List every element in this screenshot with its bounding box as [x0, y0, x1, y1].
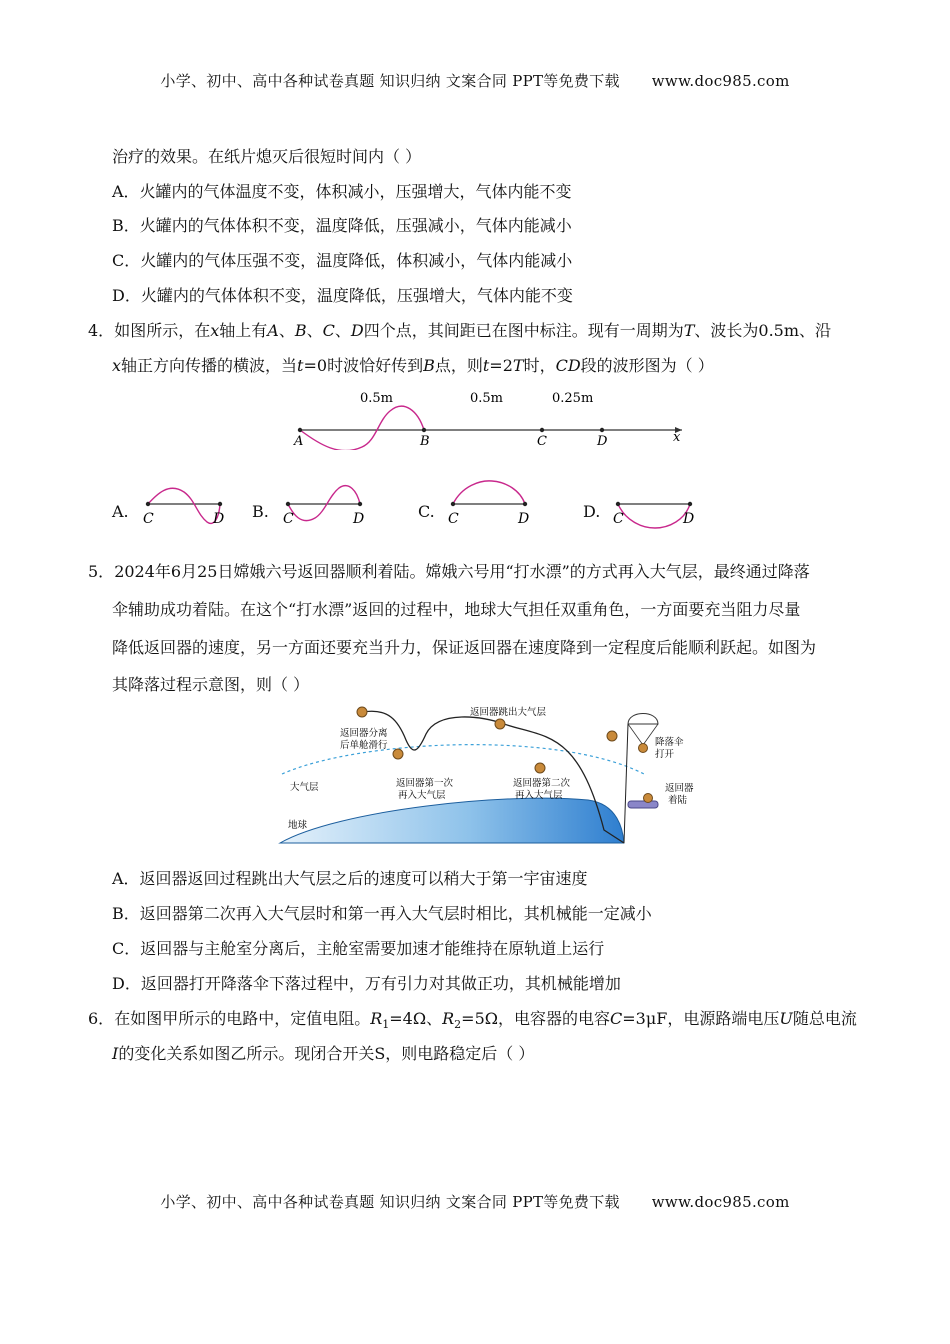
point-d-label: D: [597, 434, 608, 449]
q6-text: =5Ω，电容器的电容: [461, 1009, 611, 1028]
q6-line-1: [88, 1008, 857, 1036]
label-first-2: 再入大气层: [398, 790, 446, 801]
q4-option-a-figure: [135, 476, 235, 531]
page-footer: [0, 1191, 950, 1212]
capsule-skip: [495, 719, 505, 729]
option-b-d-label: D: [353, 511, 365, 527]
label-second-2: 再入大气层: [515, 790, 563, 801]
q6-var-i: I: [112, 1044, 119, 1063]
q4-text: 四个点，其间距已在图中标注。现有一周期为: [363, 321, 684, 340]
axis-x-label: x: [673, 430, 681, 445]
option-c-c-dot: [451, 502, 455, 506]
q5-line-3: 降低返回器的速度，另一方面还要充当升力，保证返回器在速度降到一定程度后能顺利跃起。如图为: [112, 638, 817, 657]
option-a-c-dot: [146, 502, 150, 506]
option-b-c-dot: [286, 502, 290, 506]
footer-text: 小学、初中、高中各种试卷真题 知识归纳 文案合同 PPT等免费下载: [160, 1193, 620, 1211]
q6-sub-1: 1: [382, 1018, 390, 1032]
q6-var-r1: R: [370, 1009, 383, 1028]
q4-var-x: x: [112, 356, 122, 375]
q5-line-4: 其降落过程示意图，则（ ）: [112, 675, 310, 694]
q4-line-2: [112, 355, 714, 377]
q4-text: 、: [334, 321, 351, 340]
q4-text: 时，: [523, 356, 556, 375]
option-d-c-label: C: [613, 511, 624, 527]
q6-number: 6．: [88, 1009, 115, 1028]
capsule-landed: [644, 794, 653, 803]
q6-line-2: [112, 1043, 534, 1065]
label-ab: 0.5m: [360, 391, 394, 406]
q4-wave-figure: [280, 385, 700, 450]
option-d-d-dot: [688, 502, 692, 506]
option-a-wave: [148, 488, 220, 523]
q4-number: 4．: [88, 321, 115, 340]
label-chute-1: 降落伞: [655, 737, 684, 748]
parachute-icon: [628, 714, 658, 725]
point-a-dot: [298, 428, 302, 432]
q4-option-d-letter: D.: [583, 502, 601, 521]
label-second-1: 返回器第二次: [513, 778, 571, 789]
q4-text: 、波长为0.5m、沿: [694, 321, 832, 340]
option-c-d-dot: [523, 502, 527, 506]
option-c-d-label: D: [518, 511, 530, 527]
capsule-descent: [607, 731, 617, 741]
q3-option-d: D．火罐内的气体体积不变，温度降低，压强增大，气体内能不变: [112, 286, 573, 305]
label-land-1: 返回器: [665, 783, 694, 794]
header-text: 小学、初中、高中各种试卷真题 知识归纳 文案合同 PPT等免费下载: [160, 72, 620, 90]
q4-option-c-figure: [440, 476, 540, 531]
q6-text: 在如图甲所示的电路中，定值电阻。: [114, 1009, 371, 1028]
q5-option-a: A．返回器返回过程跳出大气层之后的速度可以稍大于第一宇宙速度: [112, 869, 588, 888]
point-a-label: A: [294, 434, 304, 449]
label-cd: 0.25m: [552, 391, 594, 406]
q4-option-b-figure: [275, 476, 375, 531]
q6-text: 的变化关系如图乙所示。现闭合开关S，则电路稳定后（ ）: [118, 1044, 535, 1063]
q4-var-t: t: [482, 356, 490, 375]
option-b-wave: [288, 486, 360, 521]
label-jump: 返回器跳出大气层: [470, 707, 547, 718]
q4-var-cd: CD: [555, 356, 581, 375]
q4-text: =2: [489, 356, 513, 375]
point-b-label: B: [420, 434, 430, 449]
option-a-d-dot: [218, 502, 222, 506]
q5-reentry-figure: [278, 700, 708, 850]
page-header: [0, 70, 950, 91]
point-c-dot: [540, 428, 544, 432]
q4-var-x: x: [210, 321, 220, 340]
option-b-d-dot: [358, 502, 362, 506]
wave-ab: [300, 406, 424, 450]
q6-sub-2: 2: [454, 1018, 462, 1032]
footer-url: www.doc985.com: [651, 1193, 790, 1211]
q4-text: 、: [278, 321, 295, 340]
q6-text: =3μF，电源路端电压: [622, 1009, 780, 1028]
label-separation-2: 后单舱滑行: [340, 740, 388, 751]
option-a-c-label: C: [143, 511, 154, 527]
parachute-cord: [628, 724, 643, 745]
capsule-second-entry: [535, 763, 545, 773]
label-bc: 0.5m: [470, 391, 504, 406]
option-c-c-label: C: [448, 511, 459, 527]
q5-number: 5．: [88, 562, 115, 581]
option-d-c-dot: [616, 502, 620, 506]
q4-var-b: B: [294, 321, 307, 340]
option-d-wave: [618, 504, 690, 528]
capsule-first-entry: [393, 749, 403, 759]
q4-option-d-figure: [605, 476, 705, 531]
option-a-d-label: D: [213, 511, 225, 527]
label-separation-1: 返回器分离: [340, 728, 388, 739]
q5-option-c: C．返回器与主舱室分离后，主舱室需要加速才能维持在原轨道上运行: [112, 939, 605, 958]
q4-var-t: T: [683, 321, 695, 340]
q4-var-c: C: [322, 321, 335, 340]
q4-option-a-letter: A.: [112, 502, 129, 521]
q4-text: 段的波形图为（ ）: [580, 356, 714, 375]
q4-text: 、: [306, 321, 323, 340]
q5-option-b: B．返回器第二次再入大气层时和第一再入大气层时相比，其机械能一定减小: [112, 904, 652, 923]
q4-text: 点，则: [434, 356, 483, 375]
q3-option-c: C．火罐内的气体压强不变，温度降低，体积减小，气体内能减小: [112, 251, 573, 270]
q6-text: =4Ω、: [389, 1009, 443, 1028]
capsule-separation: [357, 707, 367, 717]
q6-var-u: U: [779, 1009, 793, 1028]
point-b-dot: [422, 428, 426, 432]
option-d-d-label: D: [683, 511, 695, 527]
q4-text: =0时波恰好传到: [303, 356, 424, 375]
label-chute-2: 打开: [655, 749, 675, 760]
chute-line: [624, 724, 628, 843]
q3-tail: 治疗的效果。在纸片熄灭后很短时间内（ ）: [112, 147, 422, 166]
point-d-dot: [600, 428, 604, 432]
q5-text: 2024年6月25日嫦娥六号返回器顺利着陆。嫦娥六号用“打水漂”的方式再入大气层，最终通过降落: [114, 562, 810, 581]
q5-line-2: 伞辅助成功着陆。在这个“打水漂”返回的过程中，地球大气担任双重角色，一方面要充当阻力尽量: [112, 600, 801, 619]
label-earth: 地球: [288, 820, 308, 831]
q4-text: 轴上有: [219, 321, 268, 340]
q4-var-a: A: [267, 321, 279, 340]
q4-var-t: T: [512, 356, 524, 375]
option-b-c-label: C: [283, 511, 294, 527]
atmosphere-boundary: [282, 745, 644, 774]
q4-text: 如图所示，在: [114, 321, 211, 340]
q5-line-1: [88, 561, 810, 583]
option-c-wave: [453, 481, 525, 504]
point-c-label: C: [537, 434, 547, 449]
q6-text: 随总电流: [792, 1009, 857, 1028]
q4-text: 轴正方向传播的横波，当: [121, 356, 298, 375]
header-url: www.doc985.com: [651, 72, 790, 90]
capsule-parachute: [639, 744, 648, 753]
label-first-1: 返回器第一次: [396, 778, 454, 789]
q4-line-1: [88, 320, 831, 342]
q6-var-r2: R: [442, 1009, 455, 1028]
q4-var-d: D: [350, 321, 364, 340]
label-land-2: 着陆: [668, 795, 688, 806]
q5-option-d: D．返回器打开降落伞下落过程中，万有引力对其做正功，其机械能增加: [112, 974, 621, 993]
q4-option-c-letter: C.: [418, 502, 435, 521]
q3-option-b: B．火罐内的气体体积不变，温度降低，压强减小，气体内能减小: [112, 216, 572, 235]
q4-var-t: t: [297, 356, 304, 375]
earth-surface: [280, 798, 624, 843]
q3-option-a: A．火罐内的气体温度不变，体积减小，压强增大，气体内能不变: [112, 182, 572, 201]
q6-var-c: C: [610, 1009, 623, 1028]
q4-option-b-letter: B.: [252, 502, 269, 521]
landing-pad: [628, 801, 658, 808]
q4-var-b: B: [423, 356, 435, 375]
label-atmosphere: 大气层: [290, 782, 319, 793]
